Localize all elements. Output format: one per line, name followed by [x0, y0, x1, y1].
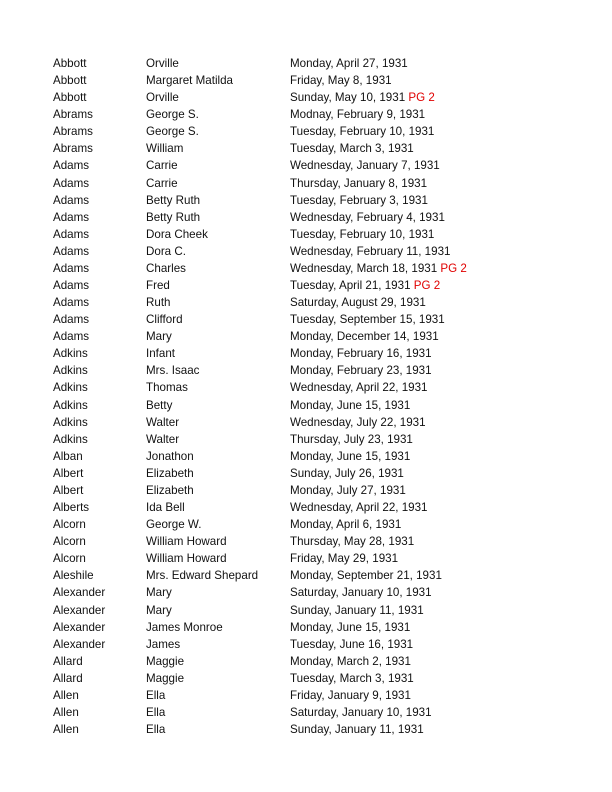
- given-name-cell: Ella: [146, 705, 166, 719]
- date-text: Monday, April 27, 1931: [290, 57, 408, 70]
- date-cell: [290, 226, 434, 243]
- list-item: [53, 260, 583, 277]
- list-item: [53, 670, 583, 687]
- list-item: [53, 89, 583, 106]
- date-text: Monday, June 15, 1931: [290, 449, 411, 463]
- date-text: Monday, April 6, 1931: [290, 518, 402, 532]
- date-text: Monday, June 15, 1931: [290, 620, 411, 634]
- list-item: [53, 243, 583, 260]
- given-name-cell: Elizabeth: [146, 466, 194, 480]
- surname-cell: Alcorn: [53, 535, 86, 549]
- surname-cell: Adkins: [53, 398, 88, 412]
- date-cell: [290, 550, 398, 567]
- list-item: [53, 567, 583, 584]
- surname-cell: Alcorn: [53, 518, 86, 532]
- date-cell: [290, 362, 432, 379]
- list-item: [53, 277, 583, 294]
- surname-cell: Abbott: [53, 74, 87, 88]
- date-cell: [290, 157, 440, 174]
- given-name-cell: Dora Cheek: [146, 227, 208, 241]
- given-name-cell: Ida Bell: [146, 501, 185, 515]
- date-cell: [290, 89, 435, 106]
- date-text: Thursday, May 28, 1931: [290, 535, 415, 549]
- date-text: Saturday, January 10, 1931: [290, 705, 432, 719]
- date-text: Tuesday, February 10, 1931: [290, 125, 435, 139]
- date-cell: [290, 209, 445, 226]
- list-item: [53, 636, 583, 653]
- given-name-cell: Walter: [146, 415, 180, 429]
- list-item: [53, 362, 583, 379]
- date-cell: [290, 379, 428, 396]
- list-item: [53, 448, 583, 465]
- date-text: Tuesday, June 16, 1931: [290, 637, 414, 651]
- date-text: Thursday, January 8, 1931: [290, 176, 428, 190]
- date-cell: [290, 414, 426, 431]
- date-text: Monday, December 14, 1931: [290, 330, 439, 344]
- given-name-cell: James Monroe: [146, 620, 223, 634]
- surname-cell: Alexander: [53, 637, 106, 651]
- list-item: [53, 157, 583, 174]
- surname-cell: Adams: [53, 279, 90, 293]
- date-text: Tuesday, March 3, 1931: [290, 142, 414, 156]
- date-text: Sunday, January 11, 1931: [290, 603, 424, 617]
- surname-cell: Allard: [53, 654, 83, 668]
- given-name-cell: William Howard: [146, 552, 227, 566]
- date-cell: [290, 328, 439, 345]
- surname-cell: Alcorn: [53, 552, 86, 566]
- given-name-cell: Mary: [146, 330, 172, 344]
- given-name-cell: George S.: [146, 125, 199, 139]
- date-cell: [290, 243, 450, 260]
- date-cell: [290, 533, 414, 550]
- list-item: [53, 721, 583, 738]
- list-item: [53, 516, 583, 533]
- page-note: PG 2: [440, 261, 467, 275]
- date-cell: [290, 465, 404, 482]
- given-name-cell: Margaret Matilda: [146, 74, 233, 88]
- date-text: Friday, May 29, 1931: [290, 552, 399, 566]
- date-text: Monday, March 2, 1931: [290, 654, 411, 668]
- date-text: Monday, February 23, 1931: [290, 364, 432, 378]
- list-item: [53, 175, 583, 192]
- surname-cell: Adkins: [53, 347, 88, 361]
- surname-cell: Adams: [53, 296, 90, 310]
- date-cell: [290, 687, 411, 704]
- surname-cell: Adams: [53, 261, 90, 275]
- surname-cell: Adams: [53, 313, 90, 327]
- date-cell: [290, 499, 428, 516]
- surname-cell: Abrams: [53, 125, 93, 139]
- surname-cell: Abbott: [53, 57, 87, 70]
- given-name-cell: Fred: [146, 279, 170, 293]
- given-name-cell: Infant: [146, 347, 176, 361]
- date-cell: [290, 140, 414, 157]
- list-item: [53, 584, 583, 601]
- given-name-cell: Charles: [146, 261, 186, 275]
- surname-cell: Alban: [53, 449, 83, 463]
- date-cell: [290, 602, 424, 619]
- date-cell: [290, 619, 410, 636]
- date-cell: [290, 704, 432, 721]
- date-cell: [290, 192, 428, 209]
- surname-cell: Abrams: [53, 108, 93, 122]
- date-cell: [290, 345, 432, 362]
- date-text: Friday, May 8, 1931: [290, 74, 392, 88]
- surname-cell: Adams: [53, 159, 90, 173]
- list-item: [53, 619, 583, 636]
- date-cell: [290, 482, 406, 499]
- surname-cell: Alexander: [53, 603, 106, 617]
- date-text: Friday, January 9, 1931: [290, 688, 411, 702]
- date-text: Saturday, August 29, 1931: [290, 296, 426, 310]
- date-text: Monday, July 27, 1931: [290, 483, 406, 497]
- given-name-cell: Thomas: [146, 381, 188, 395]
- list-item: [53, 653, 583, 670]
- list-item: [53, 482, 583, 499]
- date-text: Wednesday, April 22, 1931: [290, 501, 428, 515]
- given-name-cell: Betty Ruth: [146, 193, 201, 207]
- surname-cell: Albert: [53, 466, 84, 480]
- given-name-cell: William: [146, 142, 184, 156]
- list-item: [53, 72, 583, 89]
- given-name-cell: William Howard: [146, 535, 227, 549]
- given-name-cell: Ella: [146, 723, 166, 737]
- given-name-cell: Jonathon: [146, 449, 194, 463]
- date-cell: [290, 721, 424, 738]
- date-text: Tuesday, February 3, 1931: [290, 193, 428, 207]
- surname-cell: Adams: [53, 330, 90, 344]
- surname-cell: Allen: [53, 688, 79, 702]
- list-item: [53, 345, 583, 362]
- date-cell: [290, 311, 445, 328]
- list-item: [53, 55, 583, 72]
- list-item: [53, 687, 583, 704]
- given-name-cell: Mary: [146, 586, 172, 600]
- list-item: [53, 294, 583, 311]
- given-name-cell: Maggie: [146, 671, 185, 685]
- given-name-cell: Mrs. Isaac: [146, 364, 200, 378]
- given-name-cell: Walter: [146, 432, 180, 446]
- list-item: [53, 328, 583, 345]
- date-text: Sunday, January 11, 1931: [290, 723, 424, 737]
- date-cell: [290, 260, 467, 277]
- surname-cell: Adams: [53, 227, 90, 241]
- given-name-cell: George S.: [146, 108, 199, 122]
- date-text: Monday, September 21, 1931: [290, 569, 442, 583]
- given-name-cell: Clifford: [146, 313, 183, 327]
- date-cell: [290, 123, 434, 140]
- given-name-cell: Mary: [146, 603, 172, 617]
- given-name-cell: Betty: [146, 398, 173, 412]
- list-item: [53, 226, 583, 243]
- list-item: [53, 397, 583, 414]
- date-text: Monday, June 15, 1931: [290, 398, 411, 412]
- surname-cell: Adkins: [53, 381, 88, 395]
- given-name-cell: Ella: [146, 688, 166, 702]
- surname-cell: Abrams: [53, 142, 93, 156]
- given-name-cell: George W.: [146, 518, 202, 532]
- date-text: Wednesday, April 22, 1931: [290, 381, 428, 395]
- date-cell: [290, 636, 413, 653]
- list-item: [53, 106, 583, 123]
- date-text: Sunday, July 26, 1931: [290, 466, 404, 480]
- surname-cell: Adkins: [53, 364, 88, 378]
- surname-cell: Adkins: [53, 432, 88, 446]
- date-cell: [290, 516, 401, 533]
- date-cell: [290, 55, 408, 72]
- date-text: Tuesday, April 21, 1931: [290, 279, 411, 293]
- date-text: Saturday, January 10, 1931: [290, 586, 432, 600]
- given-name-cell: Carrie: [146, 159, 178, 173]
- date-cell: [290, 397, 410, 414]
- date-cell: [290, 175, 427, 192]
- date-cell: [290, 72, 392, 89]
- date-cell: [290, 670, 414, 687]
- date-text: Wednesday, July 22, 1931: [290, 415, 426, 429]
- surname-cell: Allen: [53, 723, 79, 737]
- date-text: Wednesday, February 4, 1931: [290, 210, 445, 224]
- surname-cell: Adams: [53, 210, 90, 224]
- list-item: [53, 465, 583, 482]
- date-cell: [290, 431, 413, 448]
- surname-cell: Adams: [53, 193, 90, 207]
- list-item: [53, 533, 583, 550]
- date-cell: [290, 106, 425, 123]
- surname-cell: Adams: [53, 176, 90, 190]
- date-cell: [290, 277, 440, 294]
- given-name-cell: Mrs. Edward Shepard: [146, 569, 259, 583]
- surname-cell: Abbott: [53, 91, 87, 105]
- date-text: Modnay, February 9, 1931: [290, 108, 426, 122]
- date-text: Wednesday, February 11, 1931: [290, 244, 451, 258]
- list-item: [53, 192, 583, 209]
- given-name-cell: Orville: [146, 91, 179, 105]
- given-name-cell: Elizabeth: [146, 483, 194, 497]
- date-text: Wednesday, January 7, 1931: [290, 159, 440, 173]
- list-item: [53, 209, 583, 226]
- surname-cell: Alberts: [53, 501, 90, 515]
- list-item: [53, 499, 583, 516]
- page-note: PG 2: [408, 91, 435, 105]
- given-name-cell: Orville: [146, 57, 179, 70]
- list-item: [53, 379, 583, 396]
- date-text: Tuesday, September 15, 1931: [290, 313, 445, 327]
- records-list: [53, 55, 583, 738]
- surname-cell: Adams: [53, 244, 90, 258]
- given-name-cell: Carrie: [146, 176, 178, 190]
- surname-cell: Alexander: [53, 620, 106, 634]
- date-text: Wednesday, March 18, 1931: [290, 261, 438, 275]
- date-text: Tuesday, February 10, 1931: [290, 227, 435, 241]
- surname-cell: Alexander: [53, 586, 106, 600]
- date-cell: [290, 584, 432, 601]
- page-note: PG 2: [413, 279, 441, 293]
- date-cell: [290, 653, 411, 670]
- list-item: [53, 140, 583, 157]
- list-item: [53, 311, 583, 328]
- date-cell: [290, 567, 442, 584]
- list-item: [53, 704, 583, 721]
- date-text: Thursday, July 23, 1931: [290, 432, 413, 446]
- surname-cell: Allen: [53, 705, 79, 719]
- surname-cell: Aleshile: [53, 569, 94, 583]
- date-cell: [290, 294, 426, 311]
- surname-cell: Adkins: [53, 415, 88, 429]
- given-name-cell: Maggie: [146, 654, 185, 668]
- surname-cell: Albert: [53, 483, 84, 497]
- date-text: Tuesday, March 3, 1931: [290, 671, 414, 685]
- given-name-cell: Dora C.: [146, 244, 186, 258]
- list-item: [53, 414, 583, 431]
- given-name-cell: Ruth: [146, 296, 171, 310]
- list-item: [53, 123, 583, 140]
- date-text: Monday, February 16, 1931: [290, 347, 432, 361]
- date-cell: [290, 448, 410, 465]
- list-item: [53, 602, 583, 619]
- given-name-cell: Betty Ruth: [146, 210, 201, 224]
- surname-cell: Allard: [53, 671, 83, 685]
- list-item: [53, 431, 583, 448]
- list-item: [53, 550, 583, 567]
- given-name-cell: James: [146, 637, 181, 651]
- date-text: Sunday, May 10, 1931: [290, 91, 406, 105]
